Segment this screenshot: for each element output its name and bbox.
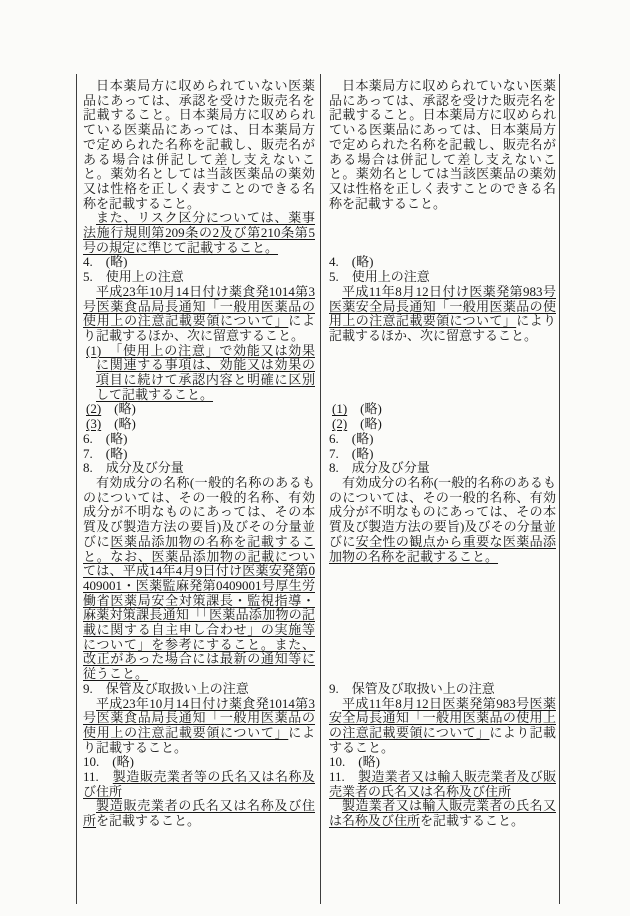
text-segment: 有効成分の名称(一般的名称のあるものについては、その一般的名称、有効成分が不明なものにあっては、その本質及び製造方法の要旨)及びその分量並びに xyxy=(329,474,556,549)
left-cell xyxy=(77,799,320,828)
text-block xyxy=(83,447,315,462)
text-block xyxy=(329,755,556,770)
right-cell xyxy=(320,255,559,270)
text-block xyxy=(83,461,315,476)
left-cell xyxy=(77,344,320,403)
text-block xyxy=(83,285,315,344)
right-cell xyxy=(320,447,559,462)
revised-text-segment: 平成11年8月12日医薬発第983号医薬安全局長通知「一般用医薬品の使用上の注意記載要領について」 xyxy=(329,695,556,740)
left-cell xyxy=(77,461,320,476)
text-segment: により記載すること。 xyxy=(83,724,315,755)
text-block xyxy=(83,799,315,828)
revised-text-segment: 製造業者又は輸入販売業者の氏名又は名称及び住所 xyxy=(329,798,556,829)
revised-text-segment: 安全性の観点から重要な医薬品添加物の名称を記載すること。 xyxy=(329,533,556,564)
text-block xyxy=(329,476,556,564)
left-cell xyxy=(77,447,320,462)
text-block xyxy=(83,432,315,447)
text-block xyxy=(83,755,315,770)
text-block xyxy=(329,799,556,828)
revised-text-segment: 平成11年8月12日付け医薬発第983号医薬安全局長通知「一般用医薬品の使用上の注意記載要領について」 xyxy=(329,283,556,329)
text-segment: 4. (略) xyxy=(83,254,128,270)
right-cell xyxy=(320,461,559,476)
table-row xyxy=(77,270,559,285)
text-block xyxy=(329,461,556,476)
table-row xyxy=(77,211,559,255)
text-segment: 日本薬局方に収められていない医薬品にあっては、承認を受けた販売名を記載すること。日本薬局方に収められている医薬品にあっては、日本薬局方で定められた名称を記載し、販売名がある場合は併記して差し支えないこと。薬効名としては当該医薬品の薬効又は性格を正しく表すことのできる名称を記載すること。 xyxy=(83,78,315,211)
text-block xyxy=(329,432,556,447)
left-cell xyxy=(77,79,320,211)
text-segment: 9. 保管及び取扱い上の注意 xyxy=(329,680,495,696)
revised-text-segment: 製造販売業者等の氏名又は名称及び住所 xyxy=(83,769,315,799)
text-segment: を記載すること。 xyxy=(96,813,201,829)
text-segment: 6. (略) xyxy=(329,430,374,446)
table-row xyxy=(77,255,559,270)
text-block xyxy=(329,402,556,417)
text-segment: 10. (略) xyxy=(329,754,380,770)
table-row xyxy=(77,344,559,403)
right-cell xyxy=(320,682,559,697)
left-cell xyxy=(77,402,320,417)
table-row xyxy=(77,770,559,799)
text-segment: (略) xyxy=(347,401,382,417)
text-segment: 5. 使用上の注意 xyxy=(83,269,184,285)
text-block xyxy=(83,255,315,270)
left-cell xyxy=(77,770,320,799)
table-row xyxy=(77,285,559,344)
revised-text-segment: (3) xyxy=(86,416,102,432)
table-row xyxy=(77,682,559,697)
left-cell xyxy=(77,682,320,697)
right-cell xyxy=(320,285,559,344)
left-cell xyxy=(77,255,320,270)
table-rows xyxy=(77,79,559,829)
text-segment: 11. xyxy=(329,769,359,785)
text-block xyxy=(83,79,315,211)
text-segment: 日本薬局方に収められていない医薬品にあっては、承認を受けた販売名を記載すること。日本薬局方に収められている医薬品にあっては、日本薬局方で定められた名称を記載し、販売名がある場合は併記して差し支えないこと。薬効名としては当該医薬品の薬効又は性格を正しく表すことのできる名称を記載すること。 xyxy=(329,78,556,211)
text-segment: を記載すること。 xyxy=(420,813,525,829)
right-cell xyxy=(320,79,559,211)
left-cell xyxy=(77,476,320,682)
text-block xyxy=(83,682,315,697)
text-block xyxy=(83,770,315,799)
right-cell xyxy=(320,770,559,799)
left-cell xyxy=(77,270,320,285)
table-row xyxy=(77,461,559,476)
text-segment: 11. xyxy=(83,769,113,785)
comparison-table xyxy=(76,74,560,904)
table-row xyxy=(77,476,559,682)
text-block xyxy=(329,770,556,799)
text-segment: (略) xyxy=(101,416,136,432)
text-block xyxy=(329,255,556,270)
table-row xyxy=(77,432,559,447)
revised-text-segment: (1) 「使用上の注意」で効能又は効果に関連する事項は、効能又は効果の項目に続けて承認内容と明確に区別して記載すること。 xyxy=(86,342,315,402)
text-block xyxy=(329,417,556,432)
text-segment: 7. (略) xyxy=(83,445,128,461)
revised-text-segment: 平成23年10月14日付け薬食発1014第3号医薬食品局長通知「一般用医薬品の使用上の注意記載要領について」 xyxy=(83,283,315,329)
text-segment: (略) xyxy=(347,416,382,432)
revised-text-segment: 医薬品添加物の名称を記載すること。なお、医薬品添加物の記載については、平成14年4月9日付け医薬安発第0409001・医薬監麻発第0409001号厚生労働省医薬局安全対策課長・監視指導・麻薬対策課長通知「「医薬品添加物の記載に関する自主申し合わせ」の実施等について」を参考にすること。また、改正があった場合には最新の通知等に従うこと。 xyxy=(83,533,315,682)
right-cell xyxy=(320,270,559,285)
text-segment: 4. (略) xyxy=(329,254,374,270)
left-cell xyxy=(77,697,320,756)
text-block xyxy=(329,79,556,211)
text-segment: により記載すること。 xyxy=(329,724,556,755)
text-block xyxy=(83,697,315,756)
text-block xyxy=(83,211,315,255)
revised-text-segment: (2) xyxy=(86,401,102,417)
revised-text-segment: 製造業者又は輸入販売業者及び販売業者の氏名又は名称及び住所 xyxy=(329,769,556,799)
revised-text-segment: 平成23年10月14日付け薬食発1014第3号医薬食品局長通知「一般用医薬品の使用上の注意記載要領について」 xyxy=(83,695,315,740)
text-segment: 8. 成分及び分量 xyxy=(329,460,430,476)
text-segment: により記載するほか、次に留意すること。 xyxy=(83,313,315,343)
text-block xyxy=(83,476,315,682)
right-cell xyxy=(320,476,559,564)
text-segment: 6. (略) xyxy=(83,430,128,446)
text-segment: 9. 保管及び取扱い上の注意 xyxy=(83,680,249,696)
text-block xyxy=(329,285,556,344)
right-cell xyxy=(320,402,559,417)
left-cell xyxy=(77,755,320,770)
table-row xyxy=(77,447,559,462)
left-cell xyxy=(77,285,320,344)
table-row xyxy=(77,79,559,211)
revised-text-segment: 製造販売業者の氏名又は名称及び住所 xyxy=(83,798,315,829)
table-row xyxy=(77,697,559,756)
table-row xyxy=(77,417,559,432)
right-cell xyxy=(320,697,559,756)
text-block xyxy=(329,270,556,285)
text-segment: 10. (略) xyxy=(83,754,134,770)
text-block xyxy=(83,402,315,417)
left-cell xyxy=(77,211,320,255)
revised-text-segment: また、リスク区分については、薬事法施行規則第209条の2及び第210条第5号の規定に準じて記載すること。 xyxy=(83,210,315,255)
right-cell xyxy=(320,755,559,770)
text-block xyxy=(329,682,556,697)
text-segment: 5. 使用上の注意 xyxy=(329,269,430,285)
revised-text-segment: (2) xyxy=(332,416,348,432)
right-cell xyxy=(320,432,559,447)
table-row xyxy=(77,799,559,828)
text-segment: により記載するほか、次に留意すること。 xyxy=(329,313,556,343)
table-row xyxy=(77,755,559,770)
right-cell xyxy=(320,417,559,432)
left-cell xyxy=(77,432,320,447)
table-row xyxy=(77,402,559,417)
text-segment: (略) xyxy=(101,401,136,417)
revised-text-segment: (1) xyxy=(332,401,348,417)
right-cell xyxy=(320,799,559,828)
text-block xyxy=(83,270,315,285)
text-segment: 7. (略) xyxy=(329,445,374,461)
text-block xyxy=(83,344,315,403)
text-block xyxy=(83,417,315,432)
text-segment: 8. 成分及び分量 xyxy=(83,460,184,476)
text-block xyxy=(329,697,556,756)
left-cell xyxy=(77,417,320,432)
text-segment: 有効成分の名称(一般的名称のあるものについては、その一般的名称、有効成分が不明なものにあっては、その本質及び製造方法の要旨)及びその分量並びに xyxy=(83,474,315,549)
text-block xyxy=(329,447,556,462)
right-border-line xyxy=(559,74,560,904)
